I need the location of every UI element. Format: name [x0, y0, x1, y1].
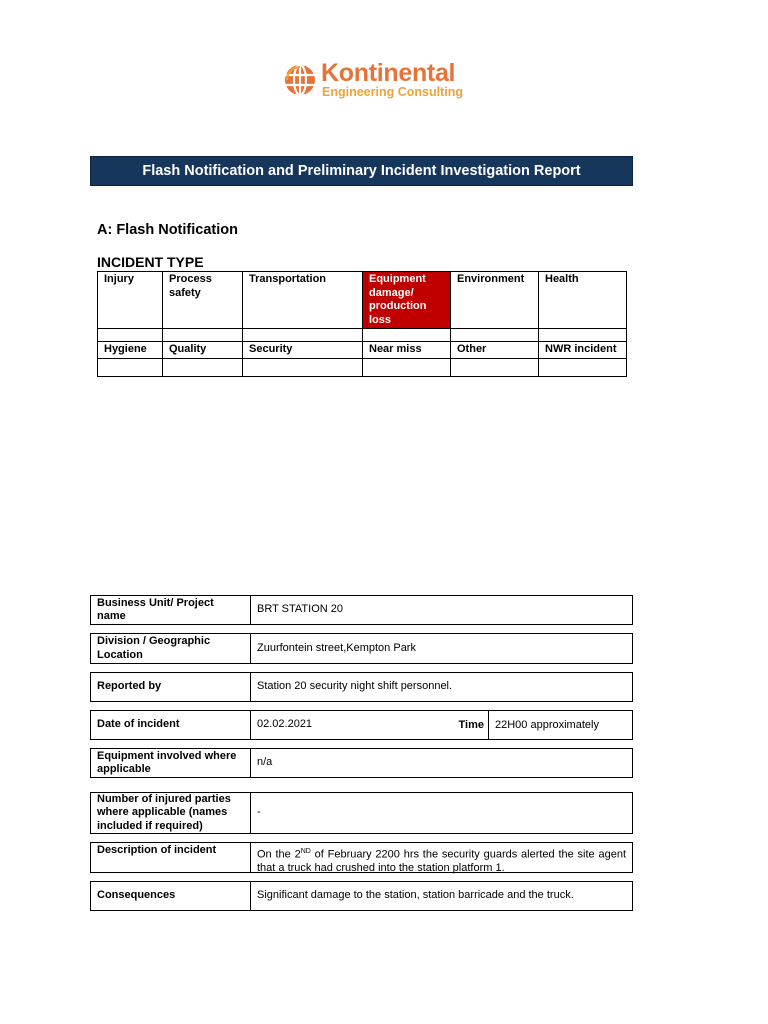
- logo-tagline: Engineering Consulting: [322, 85, 463, 99]
- type-transportation[interactable]: Transportation: [243, 272, 363, 329]
- description-row: [90, 842, 633, 873]
- type-health[interactable]: Health: [539, 272, 627, 329]
- consequences-row: [90, 881, 633, 911]
- equipment-label: Equipment involved where applicable: [91, 749, 251, 777]
- section-a-heading: A: Flash Notification: [97, 222, 238, 238]
- description-label: Description of incident: [91, 843, 251, 872]
- type-near-miss[interactable]: Near miss: [363, 342, 451, 359]
- date-value[interactable]: 02.02.2021: [257, 718, 313, 731]
- type-hygiene[interactable]: Hygiene: [98, 342, 163, 359]
- injured-row: [90, 792, 633, 834]
- reported-by-value[interactable]: Station 20 security night shift personnel.: [257, 680, 453, 693]
- business-unit-label: Business Unit/ Project name: [91, 596, 251, 624]
- blank-cell[interactable]: [363, 329, 451, 342]
- description-text-post: of February 2200 hrs the security guards alerted the site agent that a truck had crushed into the station platform 1.: [257, 848, 627, 875]
- description-text-pre: On the 2: [257, 848, 301, 861]
- reported-by-row: [90, 672, 633, 702]
- blank-cell[interactable]: [539, 329, 627, 342]
- description-value[interactable]: [251, 843, 632, 875]
- type-process-safety[interactable]: Process safety: [163, 272, 243, 329]
- blank-cell[interactable]: [451, 358, 539, 376]
- blank-cell[interactable]: [163, 329, 243, 342]
- business-unit-row: [90, 595, 633, 625]
- type-quality[interactable]: Quality: [163, 342, 243, 359]
- date-label: Date of incident: [91, 711, 251, 739]
- blank-cell[interactable]: [98, 329, 163, 342]
- incident-type-table: [97, 271, 627, 377]
- consequences-label: Consequences: [91, 882, 251, 910]
- blank-cell[interactable]: [539, 358, 627, 376]
- division-value[interactable]: Zuurfontein street,Kempton Park: [257, 641, 416, 654]
- business-unit-value[interactable]: BRT STATION 20: [257, 603, 343, 616]
- type-nwr-incident[interactable]: NWR incident: [539, 342, 627, 359]
- date-row: [90, 710, 633, 740]
- type-environment[interactable]: Environment: [451, 272, 539, 329]
- type-injury[interactable]: Injury: [98, 272, 163, 329]
- blank-cell[interactable]: [98, 358, 163, 376]
- blank-cell[interactable]: [243, 358, 363, 376]
- time-label: Time: [458, 719, 484, 731]
- type-other[interactable]: Other: [451, 342, 539, 359]
- blank-cell[interactable]: [243, 329, 363, 342]
- equipment-value[interactable]: n/a: [257, 756, 273, 769]
- blank-cell[interactable]: [451, 329, 539, 342]
- logo-name: Kontinental: [321, 59, 456, 87]
- incident-type-blank-row-2: [98, 358, 627, 376]
- equipment-row: [90, 748, 633, 778]
- injured-value[interactable]: -: [257, 806, 261, 819]
- globe-logo-icon: [284, 64, 316, 96]
- incident-type-heading: INCIDENT TYPE: [97, 254, 204, 270]
- division-label: Division / Geographic Location: [91, 634, 251, 663]
- ordinal-suffix: ND: [300, 848, 311, 855]
- type-security[interactable]: Security: [243, 342, 363, 359]
- incident-type-blank-row-1: [98, 329, 627, 342]
- company-logo: [284, 59, 474, 104]
- incident-type-row-2: [98, 342, 627, 359]
- injured-label: Number of injured parties where applicable (names included if required): [91, 793, 251, 833]
- type-equipment-damage[interactable]: Equipment damage/ production loss: [363, 272, 451, 329]
- blank-cell[interactable]: [363, 358, 451, 376]
- blank-cell[interactable]: [163, 358, 243, 376]
- reported-by-label: Reported by: [91, 673, 251, 701]
- division-row: [90, 633, 633, 664]
- time-value[interactable]: 22H00 approximately: [488, 711, 632, 739]
- date-spacer: [364, 711, 414, 739]
- report-title-banner: Flash Notification and Preliminary Incident Investigation Report: [90, 156, 633, 186]
- consequences-value[interactable]: Significant damage to the station, station barricade and the truck.: [257, 889, 574, 902]
- incident-type-row-1: [98, 272, 627, 329]
